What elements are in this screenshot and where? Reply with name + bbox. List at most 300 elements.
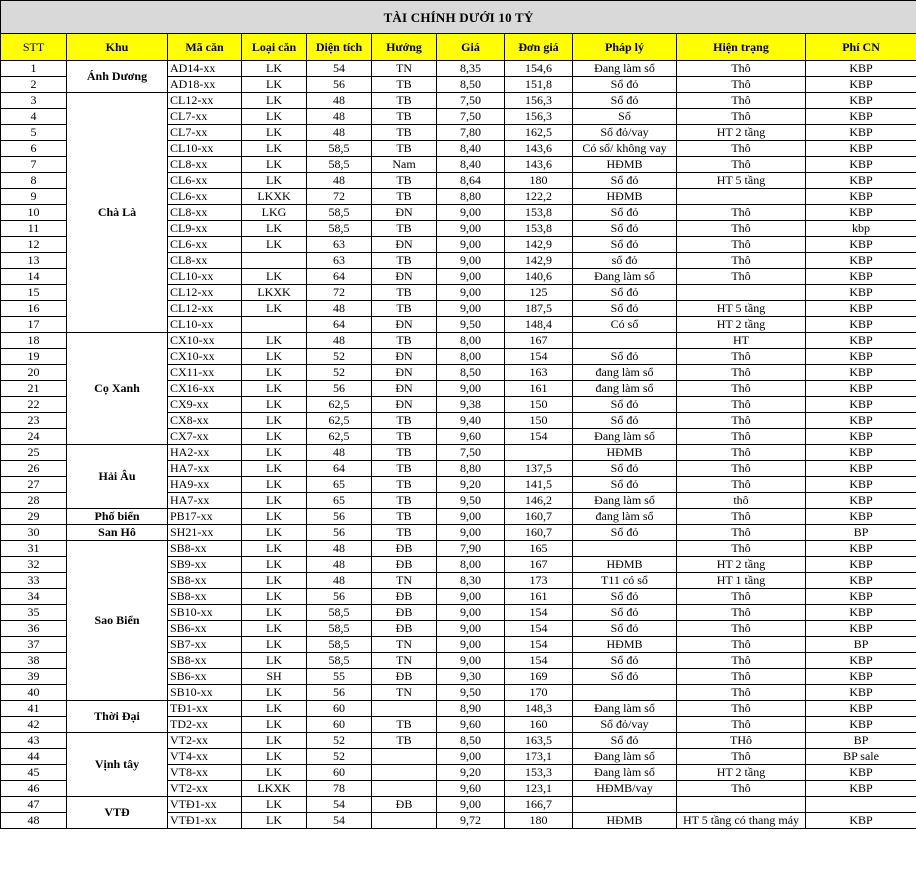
cell-status: Thô bbox=[677, 253, 806, 269]
cell-direction: ĐN bbox=[372, 205, 437, 221]
cell-price: 9,50 bbox=[437, 317, 505, 333]
cell-status: Thô bbox=[677, 701, 806, 717]
table-row bbox=[1, 93, 916, 109]
cell-direction: TB bbox=[372, 189, 437, 205]
cell-area: 60 bbox=[307, 765, 372, 781]
cell-unit-price: 154 bbox=[505, 605, 573, 621]
cell-status: HT 2 tầng bbox=[677, 765, 806, 781]
cell-area: 52 bbox=[307, 749, 372, 765]
cell-unit-price: 180 bbox=[505, 813, 573, 829]
cell-type: LKXK bbox=[242, 781, 307, 797]
cell-direction: ĐN bbox=[372, 397, 437, 413]
cell-price: 9,00 bbox=[437, 653, 505, 669]
cell-fee: KBP bbox=[806, 541, 916, 557]
cell-area: 58,5 bbox=[307, 157, 372, 173]
cell-legal: Sổ đỏ bbox=[573, 733, 677, 749]
cell-code: SB9-xx bbox=[168, 557, 242, 573]
cell-status: HT 1 tầng bbox=[677, 573, 806, 589]
cell-direction: TN bbox=[372, 61, 437, 77]
cell-stt: 48 bbox=[1, 813, 67, 829]
cell-stt: 17 bbox=[1, 317, 67, 333]
cell-legal: HĐMB bbox=[573, 557, 677, 573]
cell-type bbox=[242, 317, 307, 333]
cell-fee: KBP bbox=[806, 77, 916, 93]
cell-status bbox=[677, 797, 806, 813]
cell-price: 9,30 bbox=[437, 669, 505, 685]
cell-unit-price: 142,9 bbox=[505, 253, 573, 269]
cell-legal: Sổ bbox=[573, 109, 677, 125]
table-row bbox=[1, 61, 916, 77]
cell-price: 9,00 bbox=[437, 525, 505, 541]
cell-legal: Đang làm sổ bbox=[573, 61, 677, 77]
cell-price: 9,72 bbox=[437, 813, 505, 829]
cell-price: 8,80 bbox=[437, 189, 505, 205]
cell-status: HT 2 tầng bbox=[677, 125, 806, 141]
cell-status: Thô bbox=[677, 477, 806, 493]
cell-area: 56 bbox=[307, 589, 372, 605]
cell-stt: 36 bbox=[1, 621, 67, 637]
cell-type: LK bbox=[242, 461, 307, 477]
cell-status: Thô bbox=[677, 157, 806, 173]
cell-status: HT bbox=[677, 333, 806, 349]
cell-price: 9,60 bbox=[437, 429, 505, 445]
cell-status: HT 2 tầng bbox=[677, 557, 806, 573]
cell-stt: 1 bbox=[1, 61, 67, 77]
cell-status: Thô bbox=[677, 93, 806, 109]
zone-cell: Ánh Dương bbox=[67, 61, 168, 93]
cell-area: 56 bbox=[307, 525, 372, 541]
cell-code: HA9-xx bbox=[168, 477, 242, 493]
cell-status: Thô bbox=[677, 509, 806, 525]
cell-legal: Sổ đỏ bbox=[573, 205, 677, 221]
cell-price: 9,00 bbox=[437, 205, 505, 221]
cell-stt: 38 bbox=[1, 653, 67, 669]
cell-direction: ĐN bbox=[372, 317, 437, 333]
cell-code: CL7-xx bbox=[168, 125, 242, 141]
cell-direction: TB bbox=[372, 733, 437, 749]
table-title: TÀI CHÍNH DƯỚI 10 TỶ bbox=[1, 1, 916, 34]
cell-area: 60 bbox=[307, 717, 372, 733]
cell-direction bbox=[372, 749, 437, 765]
cell-code: SB7-xx bbox=[168, 637, 242, 653]
header-khu: Khu bbox=[67, 34, 168, 61]
cell-legal: Đang làm sổ bbox=[573, 749, 677, 765]
zone-cell: Thời Đại bbox=[67, 701, 168, 733]
cell-type: LK bbox=[242, 221, 307, 237]
cell-area: 63 bbox=[307, 253, 372, 269]
cell-legal: Đang làm sổ bbox=[573, 493, 677, 509]
cell-price: 7,50 bbox=[437, 445, 505, 461]
cell-legal: Sổ đỏ bbox=[573, 669, 677, 685]
cell-stt: 10 bbox=[1, 205, 67, 221]
cell-area: 48 bbox=[307, 333, 372, 349]
cell-price: 9,20 bbox=[437, 477, 505, 493]
cell-direction: TB bbox=[372, 285, 437, 301]
cell-unit-price: 180 bbox=[505, 173, 573, 189]
cell-area: 58,5 bbox=[307, 637, 372, 653]
cell-stt: 41 bbox=[1, 701, 67, 717]
cell-status: HT 5 tầng bbox=[677, 301, 806, 317]
cell-fee: KBP bbox=[806, 349, 916, 365]
zone-cell: Chà Là bbox=[67, 93, 168, 333]
cell-area: 58,5 bbox=[307, 605, 372, 621]
cell-type: LK bbox=[242, 397, 307, 413]
cell-unit-price: 143,6 bbox=[505, 141, 573, 157]
cell-code: CL8-xx bbox=[168, 253, 242, 269]
cell-price: 9,60 bbox=[437, 717, 505, 733]
cell-unit-price: 148,4 bbox=[505, 317, 573, 333]
cell-type: LK bbox=[242, 365, 307, 381]
cell-direction: ĐB bbox=[372, 797, 437, 813]
cell-area: 60 bbox=[307, 701, 372, 717]
cell-fee: KBP bbox=[806, 717, 916, 733]
cell-code: VTĐ1-xx bbox=[168, 797, 242, 813]
cell-status: thô bbox=[677, 493, 806, 509]
cell-direction: TB bbox=[372, 125, 437, 141]
header-huong: Hướng bbox=[372, 34, 437, 61]
cell-fee: KBP bbox=[806, 269, 916, 285]
cell-fee: KBP bbox=[806, 461, 916, 477]
cell-stt: 12 bbox=[1, 237, 67, 253]
cell-stt: 25 bbox=[1, 445, 67, 461]
cell-fee: KBP bbox=[806, 301, 916, 317]
table-row bbox=[1, 525, 916, 541]
cell-price: 9,00 bbox=[437, 589, 505, 605]
header-gia: Giá bbox=[437, 34, 505, 61]
cell-area: 56 bbox=[307, 685, 372, 701]
table-row bbox=[1, 445, 916, 461]
cell-fee: KBP bbox=[806, 509, 916, 525]
cell-area: 54 bbox=[307, 797, 372, 813]
cell-price: 7,90 bbox=[437, 541, 505, 557]
cell-area: 48 bbox=[307, 541, 372, 557]
cell-fee: KBP bbox=[806, 669, 916, 685]
cell-unit-price: 137,5 bbox=[505, 461, 573, 477]
cell-status: Thô bbox=[677, 445, 806, 461]
cell-code: CL10-xx bbox=[168, 269, 242, 285]
cell-area: 48 bbox=[307, 445, 372, 461]
cell-fee: BP bbox=[806, 525, 916, 541]
cell-direction: TB bbox=[372, 445, 437, 461]
cell-direction: ĐN bbox=[372, 237, 437, 253]
cell-direction: ĐB bbox=[372, 589, 437, 605]
cell-legal: T11 có sổ bbox=[573, 573, 677, 589]
cell-stt: 4 bbox=[1, 109, 67, 125]
cell-price: 9,00 bbox=[437, 637, 505, 653]
cell-fee: KBP bbox=[806, 157, 916, 173]
cell-type: LK bbox=[242, 717, 307, 733]
cell-stt: 35 bbox=[1, 605, 67, 621]
cell-unit-price: 125 bbox=[505, 285, 573, 301]
header-phap-ly: Pháp lý bbox=[573, 34, 677, 61]
cell-code: HA2-xx bbox=[168, 445, 242, 461]
cell-direction: TN bbox=[372, 685, 437, 701]
cell-stt: 22 bbox=[1, 397, 67, 413]
cell-unit-price bbox=[505, 445, 573, 461]
cell-stt: 46 bbox=[1, 781, 67, 797]
cell-fee: KBP bbox=[806, 189, 916, 205]
cell-legal: HĐMB bbox=[573, 189, 677, 205]
cell-fee: KBP bbox=[806, 589, 916, 605]
cell-code: CL8-xx bbox=[168, 157, 242, 173]
cell-legal: Sổ đỏ bbox=[573, 285, 677, 301]
cell-area: 64 bbox=[307, 269, 372, 285]
cell-status: Thô bbox=[677, 205, 806, 221]
cell-status: HT 5 tầng bbox=[677, 173, 806, 189]
cell-direction: TB bbox=[372, 429, 437, 445]
cell-fee: KBP bbox=[806, 333, 916, 349]
cell-area: 62,5 bbox=[307, 429, 372, 445]
cell-type: LK bbox=[242, 125, 307, 141]
cell-direction: TB bbox=[372, 253, 437, 269]
cell-stt: 30 bbox=[1, 525, 67, 541]
cell-price: 8,00 bbox=[437, 333, 505, 349]
cell-fee: KBP bbox=[806, 205, 916, 221]
cell-fee: KBP bbox=[806, 173, 916, 189]
cell-stt: 16 bbox=[1, 301, 67, 317]
cell-fee: KBP bbox=[806, 477, 916, 493]
cell-unit-price: 153,8 bbox=[505, 221, 573, 237]
cell-code: CX7-xx bbox=[168, 429, 242, 445]
cell-unit-price: 150 bbox=[505, 413, 573, 429]
cell-price: 8,35 bbox=[437, 61, 505, 77]
cell-legal: đang làm sổ bbox=[573, 381, 677, 397]
cell-stt: 40 bbox=[1, 685, 67, 701]
cell-type: LK bbox=[242, 141, 307, 157]
cell-unit-price: 160,7 bbox=[505, 509, 573, 525]
cell-fee: KBP bbox=[806, 813, 916, 829]
cell-area: 55 bbox=[307, 669, 372, 685]
cell-code: VTĐ1-xx bbox=[168, 813, 242, 829]
cell-direction: TB bbox=[372, 109, 437, 125]
cell-type: LK bbox=[242, 61, 307, 77]
cell-direction: TB bbox=[372, 493, 437, 509]
cell-unit-price: 141,5 bbox=[505, 477, 573, 493]
cell-price: 9,00 bbox=[437, 509, 505, 525]
cell-stt: 18 bbox=[1, 333, 67, 349]
cell-fee: KBP bbox=[806, 285, 916, 301]
cell-status: Thô bbox=[677, 541, 806, 557]
cell-status: HT 5 tầng có thang máy bbox=[677, 813, 806, 829]
cell-unit-price: 161 bbox=[505, 589, 573, 605]
cell-price: 9,00 bbox=[437, 221, 505, 237]
cell-code: CL10-xx bbox=[168, 317, 242, 333]
cell-status: Thô bbox=[677, 77, 806, 93]
cell-type: LK bbox=[242, 173, 307, 189]
cell-area: 52 bbox=[307, 349, 372, 365]
cell-fee: BP bbox=[806, 733, 916, 749]
cell-unit-price: 166,7 bbox=[505, 797, 573, 813]
cell-code: VT2-xx bbox=[168, 733, 242, 749]
cell-price: 9,50 bbox=[437, 493, 505, 509]
cell-area: 58,5 bbox=[307, 653, 372, 669]
cell-type: LK bbox=[242, 621, 307, 637]
cell-status: Thô bbox=[677, 237, 806, 253]
cell-direction: Nam bbox=[372, 157, 437, 173]
cell-direction: ĐB bbox=[372, 669, 437, 685]
cell-fee: KBP bbox=[806, 237, 916, 253]
cell-area: 62,5 bbox=[307, 413, 372, 429]
cell-direction: TN bbox=[372, 653, 437, 669]
cell-fee: KBP bbox=[806, 381, 916, 397]
zone-cell: Sao Biển bbox=[67, 541, 168, 701]
cell-price: 8,00 bbox=[437, 557, 505, 573]
cell-area: 63 bbox=[307, 237, 372, 253]
cell-status: Thô bbox=[677, 781, 806, 797]
cell-code: CL10-xx bbox=[168, 141, 242, 157]
cell-direction: ĐN bbox=[372, 365, 437, 381]
cell-area: 48 bbox=[307, 109, 372, 125]
cell-type: LK bbox=[242, 525, 307, 541]
cell-unit-price: 154 bbox=[505, 653, 573, 669]
cell-type: LK bbox=[242, 685, 307, 701]
cell-price: 9,00 bbox=[437, 253, 505, 269]
cell-fee: KBP bbox=[806, 573, 916, 589]
cell-fee bbox=[806, 797, 916, 813]
cell-status: Thô bbox=[677, 685, 806, 701]
cell-unit-price: 146,2 bbox=[505, 493, 573, 509]
cell-unit-price: 153,8 bbox=[505, 205, 573, 221]
cell-direction: ĐB bbox=[372, 541, 437, 557]
cell-unit-price: 160,7 bbox=[505, 525, 573, 541]
cell-price: 8,90 bbox=[437, 701, 505, 717]
table-row bbox=[1, 541, 916, 557]
cell-fee: KBP bbox=[806, 701, 916, 717]
cell-legal: Sổ đỏ bbox=[573, 93, 677, 109]
cell-unit-price: 160 bbox=[505, 717, 573, 733]
cell-code: CL7-xx bbox=[168, 109, 242, 125]
cell-type: LK bbox=[242, 109, 307, 125]
cell-price: 8,40 bbox=[437, 141, 505, 157]
cell-type: SH bbox=[242, 669, 307, 685]
cell-price: 9,20 bbox=[437, 765, 505, 781]
cell-status: Thô bbox=[677, 637, 806, 653]
table-row bbox=[1, 797, 916, 813]
cell-stt: 33 bbox=[1, 573, 67, 589]
cell-legal: đang làm sổ bbox=[573, 365, 677, 381]
cell-direction: TB bbox=[372, 509, 437, 525]
cell-area: 56 bbox=[307, 77, 372, 93]
cell-legal bbox=[573, 333, 677, 349]
cell-unit-price: 154 bbox=[505, 349, 573, 365]
cell-unit-price: 142,9 bbox=[505, 237, 573, 253]
cell-price: 9,40 bbox=[437, 413, 505, 429]
cell-fee: KBP bbox=[806, 93, 916, 109]
cell-stt: 7 bbox=[1, 157, 67, 173]
cell-code: CX10-xx bbox=[168, 333, 242, 349]
cell-type: LK bbox=[242, 77, 307, 93]
cell-fee: BP sale bbox=[806, 749, 916, 765]
cell-fee: KBP bbox=[806, 429, 916, 445]
cell-area: 54 bbox=[307, 61, 372, 77]
cell-status: Thô bbox=[677, 365, 806, 381]
cell-code: TD2-xx bbox=[168, 717, 242, 733]
cell-legal: Sổ đỏ bbox=[573, 349, 677, 365]
cell-direction bbox=[372, 813, 437, 829]
cell-direction: TB bbox=[372, 333, 437, 349]
cell-status: Thô bbox=[677, 413, 806, 429]
cell-status bbox=[677, 285, 806, 301]
cell-unit-price: 187,5 bbox=[505, 301, 573, 317]
cell-stt: 23 bbox=[1, 413, 67, 429]
cell-unit-price: 170 bbox=[505, 685, 573, 701]
cell-price: 9,60 bbox=[437, 781, 505, 797]
cell-stt: 27 bbox=[1, 477, 67, 493]
cell-stt: 37 bbox=[1, 637, 67, 653]
cell-unit-price: 154 bbox=[505, 637, 573, 653]
cell-unit-price: 151,8 bbox=[505, 77, 573, 93]
cell-type: LK bbox=[242, 813, 307, 829]
cell-direction: TN bbox=[372, 637, 437, 653]
cell-unit-price: 165 bbox=[505, 541, 573, 557]
cell-legal: Sổ đỏ bbox=[573, 397, 677, 413]
cell-unit-price: 140,6 bbox=[505, 269, 573, 285]
cell-direction: TB bbox=[372, 525, 437, 541]
cell-direction: TB bbox=[372, 173, 437, 189]
cell-direction: TN bbox=[372, 573, 437, 589]
cell-legal: Sổ đỏ bbox=[573, 77, 677, 93]
cell-direction: ĐN bbox=[372, 269, 437, 285]
cell-price: 8,64 bbox=[437, 173, 505, 189]
cell-type: LK bbox=[242, 269, 307, 285]
cell-code: AD14-xx bbox=[168, 61, 242, 77]
cell-area: 65 bbox=[307, 493, 372, 509]
cell-fee: KBP bbox=[806, 765, 916, 781]
cell-area: 62,5 bbox=[307, 397, 372, 413]
cell-price: 9,00 bbox=[437, 301, 505, 317]
cell-price: 8,50 bbox=[437, 733, 505, 749]
cell-code: CL6-xx bbox=[168, 237, 242, 253]
cell-type: LK bbox=[242, 605, 307, 621]
cell-type: LK bbox=[242, 301, 307, 317]
cell-fee: KBP bbox=[806, 365, 916, 381]
cell-stt: 29 bbox=[1, 509, 67, 525]
cell-direction bbox=[372, 781, 437, 797]
cell-fee: KBP bbox=[806, 557, 916, 573]
cell-unit-price: 156,3 bbox=[505, 93, 573, 109]
cell-unit-price: 154,6 bbox=[505, 61, 573, 77]
cell-code: SB10-xx bbox=[168, 605, 242, 621]
cell-code: CL6-xx bbox=[168, 173, 242, 189]
cell-type: LK bbox=[242, 157, 307, 173]
zone-cell: Phố biển bbox=[67, 509, 168, 525]
cell-code: HA7-xx bbox=[168, 461, 242, 477]
cell-fee: BP bbox=[806, 637, 916, 653]
cell-legal: Sổ đỏ bbox=[573, 221, 677, 237]
cell-type: LK bbox=[242, 413, 307, 429]
cell-stt: 43 bbox=[1, 733, 67, 749]
cell-legal: Sổ đỏ/vay bbox=[573, 717, 677, 733]
cell-direction: TB bbox=[372, 77, 437, 93]
cell-status: Thô bbox=[677, 141, 806, 157]
cell-status: Thô bbox=[677, 221, 806, 237]
cell-direction: TB bbox=[372, 477, 437, 493]
cell-stt: 8 bbox=[1, 173, 67, 189]
header-hien-trang: Hiện trạng bbox=[677, 34, 806, 61]
cell-direction: TB bbox=[372, 93, 437, 109]
cell-fee: KBP bbox=[806, 141, 916, 157]
cell-unit-price: 150 bbox=[505, 397, 573, 413]
cell-stt: 32 bbox=[1, 557, 67, 573]
cell-type: LK bbox=[242, 381, 307, 397]
cell-area: 58,5 bbox=[307, 221, 372, 237]
table-row bbox=[1, 333, 916, 349]
cell-legal: Đang làm sổ bbox=[573, 269, 677, 285]
cell-type: LK bbox=[242, 589, 307, 605]
cell-legal bbox=[573, 541, 677, 557]
cell-fee: KBP bbox=[806, 445, 916, 461]
cell-unit-price: 173,1 bbox=[505, 749, 573, 765]
